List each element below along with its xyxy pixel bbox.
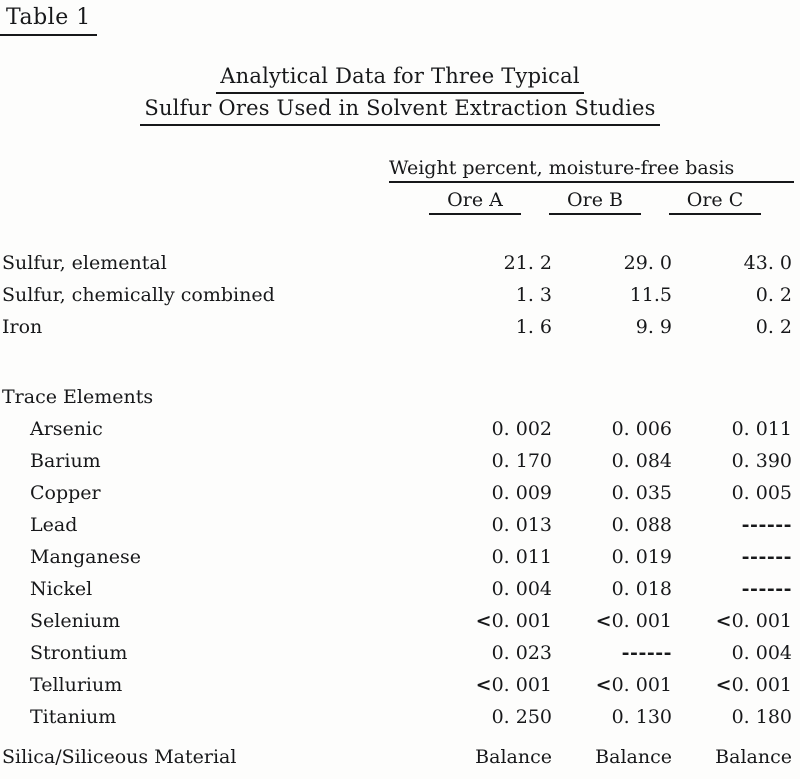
table-cell: 0. 018 <box>611 578 672 600</box>
row-label: Iron <box>2 316 43 338</box>
table-cell: <0. 001 <box>715 610 792 632</box>
table-row <box>0 248 800 278</box>
table-cell: 11.5 <box>629 284 672 306</box>
table-cell: 0. 390 <box>731 450 792 472</box>
subtitle-line-2: Sulfur Ores Used in Solvent Extraction Studies <box>140 94 659 126</box>
less-than-icon: < <box>595 674 612 696</box>
table-row <box>0 542 800 572</box>
row-label: Tellurium <box>30 674 123 696</box>
table-cell: ------ <box>741 514 792 536</box>
row-label: Copper <box>30 482 101 504</box>
table-cell: Balance <box>715 746 792 768</box>
column-header-ore-a: Ore A <box>429 188 521 215</box>
less-than-icon: < <box>715 674 732 696</box>
table-cell: 1. 6 <box>515 316 552 338</box>
row-label: Lead <box>30 514 78 536</box>
table-cell: 1. 3 <box>515 284 552 306</box>
page-title: Table 1 <box>0 4 97 36</box>
column-header-ore-c: Ore C <box>669 188 761 215</box>
table-row <box>0 574 800 604</box>
table-row <box>0 606 800 636</box>
row-label: Sulfur, elemental <box>2 252 167 274</box>
table-cell: Balance <box>475 746 552 768</box>
table-cell: 0. 170 <box>491 450 552 472</box>
table-row <box>0 414 800 444</box>
table-cell: 0. 019 <box>611 546 672 568</box>
table-row <box>0 478 800 508</box>
table-cell: 0. 088 <box>611 514 672 536</box>
row-label: Sulfur, chemically combined <box>2 284 275 306</box>
table-row <box>0 312 800 342</box>
table-cell: 0. 009 <box>491 482 552 504</box>
table-cell: 0. 011 <box>731 418 792 440</box>
table-cell: 0. 035 <box>611 482 672 504</box>
table-span-header: Weight percent, moisture-free basis <box>389 156 794 183</box>
table-cell: ------ <box>621 642 672 664</box>
table-cell: 0. 084 <box>611 450 672 472</box>
row-label: Trace Elements <box>2 386 154 408</box>
row-label: Manganese <box>30 546 141 568</box>
table-cell: <0. 001 <box>595 610 672 632</box>
table-cell: ------ <box>741 578 792 600</box>
row-label: Selenium <box>30 610 121 632</box>
table-row <box>0 510 800 540</box>
table-row <box>0 280 800 310</box>
table-cell: Balance <box>595 746 672 768</box>
table-cell: 9. 9 <box>635 316 672 338</box>
less-than-icon: < <box>475 610 492 632</box>
table-cell: <0. 001 <box>715 674 792 696</box>
table-cell: ------ <box>741 546 792 568</box>
table-row <box>0 446 800 476</box>
table-cell: 0. 006 <box>611 418 672 440</box>
table-cell: 0. 011 <box>491 546 552 568</box>
table-row <box>0 382 800 412</box>
row-label: Barium <box>30 450 101 472</box>
table-cell: 0. 004 <box>731 642 792 664</box>
table-cell: 0. 130 <box>611 706 672 728</box>
table-row <box>0 670 800 700</box>
table-row <box>0 742 800 772</box>
table-cell: 0. 013 <box>491 514 552 536</box>
table-cell: 0. 2 <box>755 316 792 338</box>
row-label: Strontium <box>30 642 128 664</box>
table-cell: 0. 002 <box>491 418 552 440</box>
less-than-icon: < <box>595 610 612 632</box>
table-cell: 0. 005 <box>731 482 792 504</box>
subtitle-line-1: Analytical Data for Three Typical <box>216 62 583 94</box>
table-row <box>0 702 800 732</box>
row-label: Arsenic <box>30 418 103 440</box>
title-row <box>0 4 800 36</box>
table-cell: <0. 001 <box>475 674 552 696</box>
table-cell: 43. 0 <box>743 252 792 274</box>
table-row <box>0 638 800 668</box>
column-header-ore-b: Ore B <box>549 188 641 215</box>
less-than-icon: < <box>715 610 732 632</box>
table-cell: 0. 250 <box>491 706 552 728</box>
table-cell: 0. 004 <box>491 578 552 600</box>
less-than-icon: < <box>475 674 492 696</box>
table-cell: 21. 2 <box>503 252 552 274</box>
row-label: Silica/Siliceous Material <box>2 746 237 768</box>
row-label: Nickel <box>30 578 93 600</box>
table-cell: <0. 001 <box>475 610 552 632</box>
table-cell: <0. 001 <box>595 674 672 696</box>
table-cell: 0. 023 <box>491 642 552 664</box>
table-cell: 0. 180 <box>731 706 792 728</box>
table-cell: 0. 2 <box>755 284 792 306</box>
subtitle-row-2 <box>0 94 800 126</box>
subtitle-row-1 <box>0 62 800 94</box>
table-cell: 29. 0 <box>623 252 672 274</box>
row-label: Titanium <box>30 706 117 728</box>
